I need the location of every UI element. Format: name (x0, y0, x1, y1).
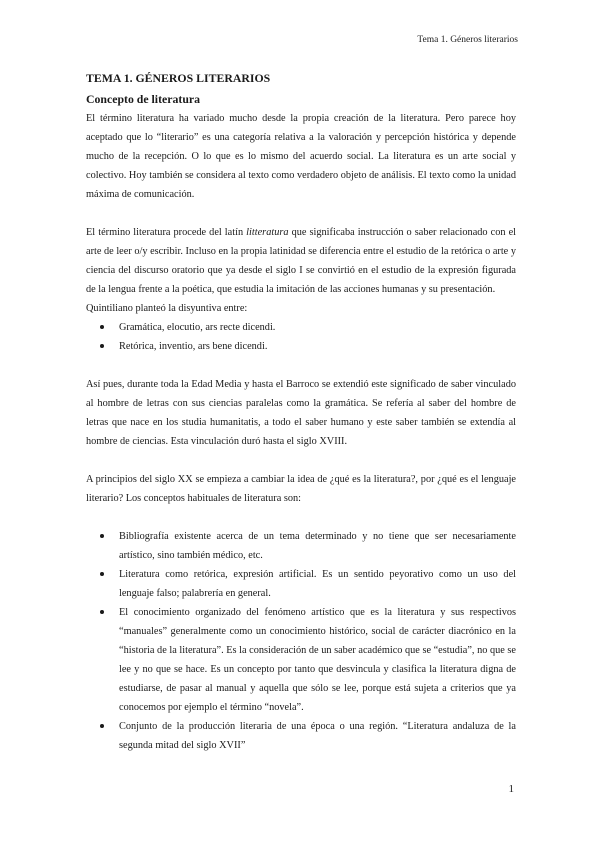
paragraph-spacer (86, 204, 516, 223)
page-number: 1 (508, 783, 514, 795)
document-body (86, 71, 516, 755)
paragraph-spacer (86, 356, 516, 375)
document-title: TEMA 1. GÉNEROS LITERARIOS (86, 71, 271, 85)
list-item: Literatura como retórica, expresión artificial. Es un sentido peyorativo como un uso del lenguaje falso; palabrería en general. (86, 565, 516, 603)
quintiliano-intro: Quintiliano planteó la disyuntiva entre: (86, 303, 248, 314)
section-heading: Concepto de literatura (86, 92, 201, 106)
conceptos-list (86, 527, 516, 755)
list-item: El conocimiento organizado del fenómeno artístico que es la literatura y sus respectivos “manuales” generalmente como un conocimiento histórico, social de carácter diacrónico en la “historia de la literatura”. Es la consideración de un saber académico que se “estudia”, no que se lee y no que se hace. Es un concepto por tanto que desvincula y clasifica la literatura digna de estudiarse, de pasar al manual y aquella que sólo se lee, porque está sujeta a criterios que ya conocemos por ejemplo el término “novela”. (86, 603, 516, 717)
paragraph-middle-ages: Así pues, durante toda la Edad Media y hasta el Barroco se extendió este significado de saber vinculado al hombre de letras con sus ciencias paralelas como la gramática. Se refería al saber del hombre de letras que nace en los studia humanitatis, a todo el saber humano y este saber también se extendía al hombre de ciencias. Esta vinculación duró hasta el siglo XVIII. (86, 379, 516, 447)
etymology-text-start: El término literatura procede del latín (86, 227, 247, 238)
paragraph-etymology (86, 223, 516, 299)
etymology-latin-term: litteratura (246, 227, 289, 238)
list-item: Conjunto de la producción literaria de una época o una región. “Literatura andaluza de la segunda mitad del siglo XVII” (86, 717, 516, 755)
disyuntiva-list (86, 318, 516, 356)
paragraph-spacer (86, 508, 516, 527)
list-item: Bibliografía existente acerca de un tema determinado y no tiene que ser necesariamente artístico, sino también médico, etc. (86, 527, 516, 565)
paragraph-spacer (86, 451, 516, 470)
list-item: Retórica, inventio, ars bene dicendi. (86, 337, 516, 356)
etymology-text-end: que significaba instrucción o saber relacionado con el arte de leer o/y escribir. Incluso en la propia latinidad se diferencia entre el estudio de la retórica o arte y ciencia del discurso oratorio que ya desde el siglo I se convirtió en el estudio de la expresión figurada de la lengua frente a la poética, que estudia la imitación de las acciones humanas y su presentación. (86, 227, 516, 295)
paragraph-twentieth-century: A principios del siglo XX se empieza a cambiar la idea de ¿qué es la literatura?, por ¿qué es el lenguaje literario? Los conceptos habituales de literatura son: (86, 474, 516, 504)
running-header: Tema 1. Géneros literarios (417, 35, 518, 45)
paragraph-definition: El término literatura ha variado mucho desde la propia creación de la literatura. Pero parece hoy aceptado que lo “literario” es una categoría relativa a la valoración y percepción histórica y depende mucho de la recepción. O lo que es lo mismo del acuerdo social. La literatura es un arte social y colectivo. Hoy también se considera al texto como verdadero objeto de análisis. El texto como la unidad máxima de comunicación. (86, 113, 516, 200)
list-item: Gramática, elocutio, ars recte dicendi. (86, 318, 516, 337)
